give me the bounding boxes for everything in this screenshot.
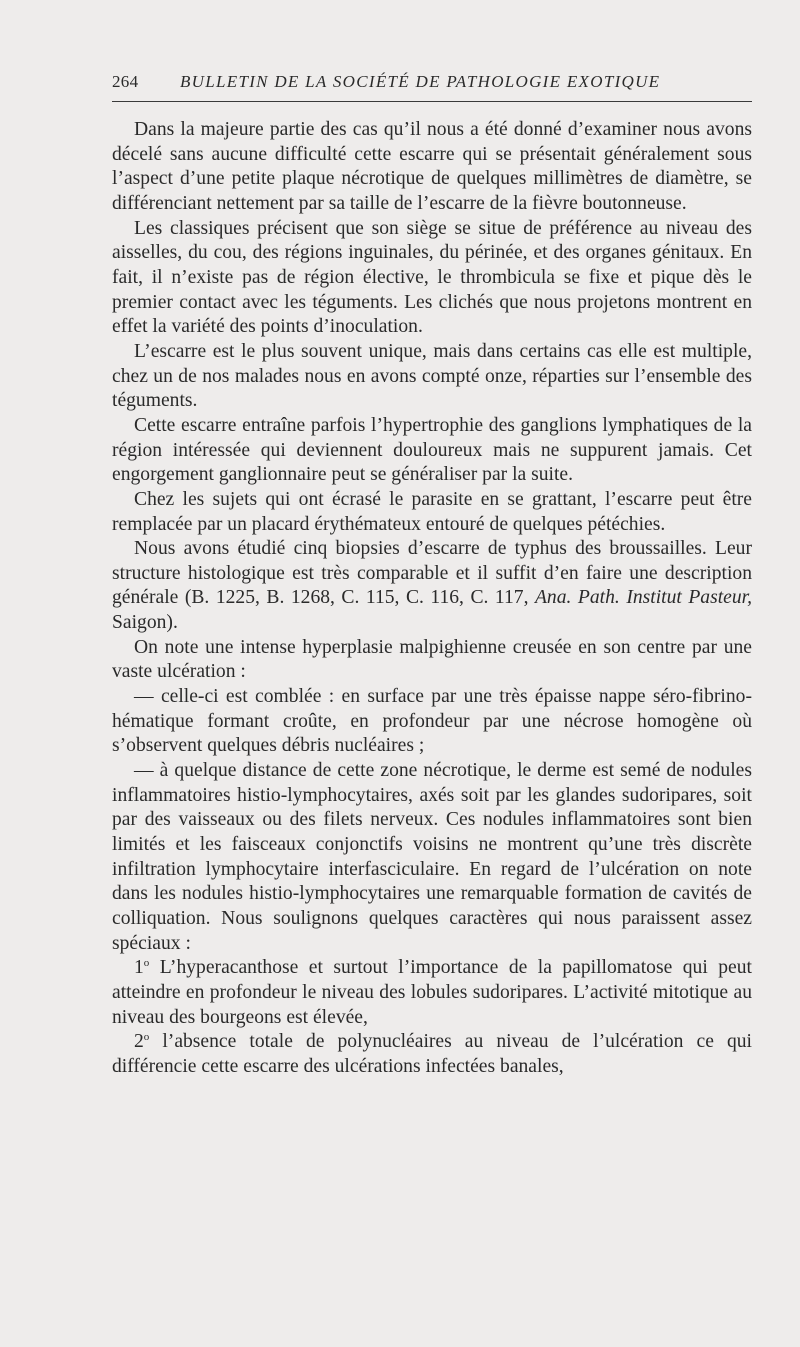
biopsies-institution-italic: Ana. Path. Institut Pasteur, (534, 587, 753, 609)
list-item-2-number: 2 (134, 1031, 144, 1053)
list-item-1-ordinal: o (143, 957, 150, 970)
running-title: BULLETIN DE LA SOCIÉTÉ DE PATHOLOGIE EXOTIQUE (180, 72, 661, 91)
list-item-2 (112, 1030, 752, 1079)
paragraph-escarre-multiplicity: L’escarre est le plus souvent unique, mais dans certains cas elle est multiple, chez un de nos malades nous en avons compté onze, réparties sur l’ensemble des téguments. (112, 340, 752, 412)
paragraph-erythema: Chez les sujets qui ont écrasé le parasite en se grattant, l’escarre peut être remplacée par un placard érythémateux entouré de quelques pétéchies. (112, 488, 752, 535)
paragraph-lymph-nodes: Cette escarre entraîne parfois l’hypertrophie des ganglions lymphatiques de la région intéressée qui deviennent douloureux mais ne suppurent jamais. Cet engorgement ganglionnaire peut se généraliser par la suite. (112, 414, 752, 486)
list-item-2-ordinal: o (143, 1031, 150, 1044)
paragraph-hyperplasia: On note une intense hyperplasie malpighienne creusée en son centre par une vaste ulcération : (112, 636, 752, 683)
page-number: 264 (112, 72, 139, 91)
body-text (112, 118, 752, 1080)
running-header (112, 72, 752, 98)
header-rule (112, 101, 752, 102)
list-item-2-text: l’absence totale de polynucléaires au niveau de l’ulcération ce qui différencie cette escarre des ulcérations infectées banales, (112, 1031, 752, 1077)
biopsies-text-before: Nous avons étudié cinq biopsies d’escarre de typhus des broussailles. Leur structure histologique est très comparable et il suffit d’en faire une description générale (B. 1225, B. 1268, C. 115, C. 116, C. 117, (112, 538, 752, 609)
list-item-1 (112, 956, 752, 1030)
paragraph-biopsies (112, 537, 752, 636)
biopsies-text-after: Saigon). (112, 612, 178, 634)
list-item-1-number: 1 (134, 957, 144, 979)
paragraph-escarre-location: Les classiques précisent que son siège se situe de préférence au niveau des aisselles, du cou, des régions inguinales, du périnée, et des organes génitaux. En fait, il n’existe pas de région élective, le thrombicula se fixe et pique dès le premier contact avec les téguments. Les clichés que nous projetons montrent en effet la variété des points d’inoculation. (112, 217, 752, 338)
list-item-1-text: L’hyperacanthose et surtout l’importance de la papillomatose qui peut atteindre en profondeur le niveau des lobules sudoripares. L’activité mitotique au niveau des bourgeons est élevée, (112, 957, 752, 1028)
paragraph-ulceration-surface: — celle-ci est comblée : en surface par une très épaisse nappe séro-fibrino-hématique formant croûte, en profondeur par une nécrose homogène où s’observent quelques débris nucléaires ; (112, 686, 752, 757)
paragraph-nodules: — à quelque distance de cette zone nécrotique, le derme est semé de nodules inflammatoires histio-lymphocytaires, axés soit par les glandes sudoripares, soit par des vaisseaux ou des filets nerveux. Ces nodules inflammatoires sont bien limités et les faisceaux conjonctifs voisins ne montrent qu’une très discrète infiltration lymphocytaire interfasciculaire. En regard de l’ulcération on note dans les nodules histio-lymphocytaires une remarquable formation de cavités de colliquation. Nous soulignons quelques caractères qui nous paraissent assez spéciaux : (112, 760, 752, 954)
paragraph-escarre-description: Dans la majeure partie des cas qu’il nous a été donné d’examiner nous avons décelé sans aucune difficulté cette escarre qui se présentait généralement sous l’aspect d’une petite plaque nécrotique de quelques millimètres de diamètre, se différenciant nettement par sa taille de l’escarre de la fièvre boutonneuse. (112, 119, 752, 214)
